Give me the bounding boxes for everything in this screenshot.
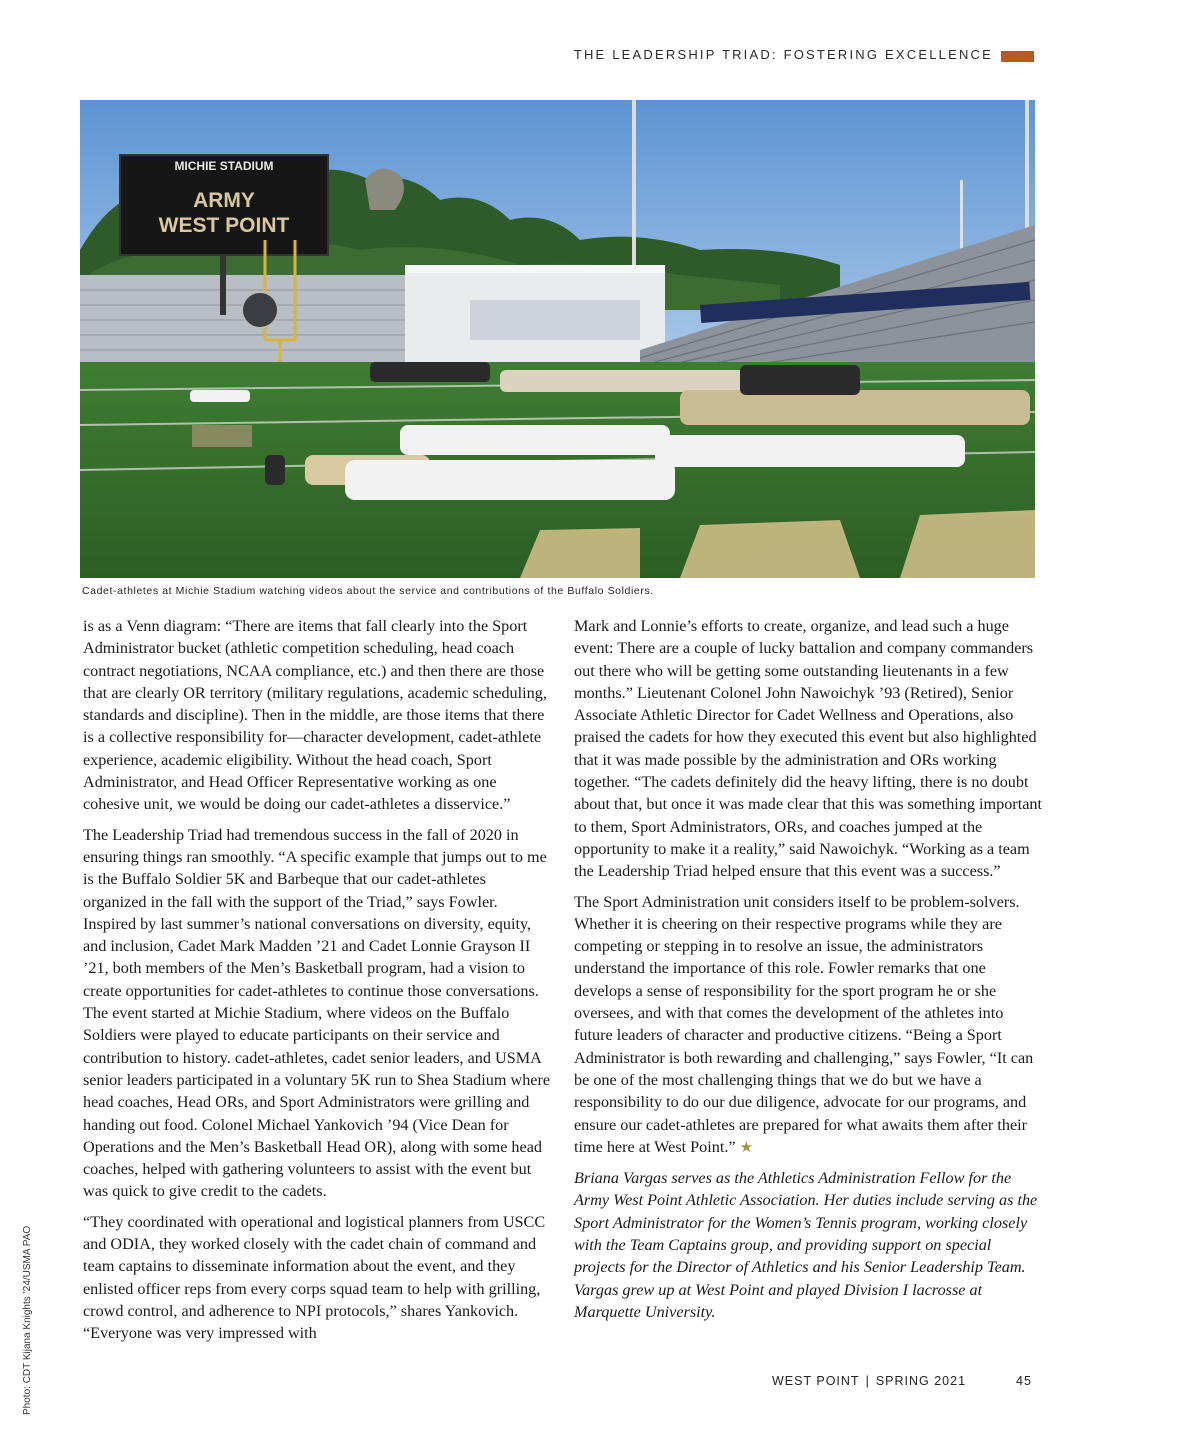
photo-caption: Cadet-athletes at Michie Stadium watching videos about the service and contributions of the Buffalo Soldiers.	[82, 585, 654, 597]
scoreboard-line1: ARMY	[193, 189, 255, 212]
left-paragraph-1: is as a Venn diagram: “There are items that fall clearly into the Sport Administrator bucket (athletic competition scheduling, head coach contract negotiations, NCAA compliance, etc.) and then there are those that are clearly OR territory (military regulations, academic scheduling, standards and discipline). Then in the middle, are those items that there is a collective responsibility for—character development, cadet-athlete experience, academic eligibility. Without the head coach, Sport Administrator, and Head Officer Representative working as one cohesive unit, we would be doing our cadet-athletes a disservice.”	[83, 617, 547, 814]
running-head: THE LEADERSHIP TRIAD: FOSTERING EXCELLENCE	[573, 47, 993, 62]
right-paragraph-2: The Sport Administration unit considers itself to be problem-solvers. Whether it is cheering on their respective programs while they are competing or stepping in to resolve an issue, the administrators understand the importance of this role. Fowler remarks that one develops a sense of responsibility for the sport program he or she oversees, and with that comes the development of the athletes into future leaders of character and productive citizens. “Being a Sport Administrator is both rewarding and challenging,” says Fowler, “It can be one of the most challenging things that we do but we have a responsibility to do our due diligence, advocate for our programs, and ensure our cadet-athletes are prepared for what awaits them after their time here at West Point.”	[574, 892, 1034, 1156]
left-paragraph-3: “They coordinated with operational and logistical planners from USCC and ODIA, they worked closely with the cadet chain of command and team captains to disseminate information about the event, and they enlisted officer reps from every corps squad team to help with grilling, crowd control, and adherence to NPI protocols,” shares Yankovich. “Everyone was very impressed with	[83, 1212, 546, 1343]
stadium-photo	[80, 100, 1035, 578]
photo-credit: Photo: CDT Kijana Knights ’24/USMA PAO	[22, 1225, 33, 1415]
footer	[772, 1374, 966, 1388]
scoreboard-top-text: MICHIE STADIUM	[174, 159, 274, 173]
left-column	[83, 615, 551, 1353]
right-column	[574, 615, 1042, 1331]
footer-issue: SPRING 2021	[875, 1374, 967, 1388]
right-paragraph-2-wrapper	[574, 891, 1042, 1160]
author-bio: Briana Vargas serves as the Athletics Administration Fellow for the Army West Point Athletic Association. Her duties include serving as the Sport Administrator for the Women’s Tennis program, working closely with the Team Captains group, and providing support on special projects for the Director of Athletics and his Senior Leadership Team. Vargas grew up at West Point and played Division I lacrosse at Marquette University.	[574, 1169, 1038, 1321]
running-head-accent-bar	[1001, 51, 1034, 62]
footer-publication: WEST POINT	[772, 1374, 860, 1388]
footer-separator: |	[865, 1374, 870, 1388]
page-number: 45	[1016, 1374, 1032, 1388]
end-mark-star-icon: ★	[739, 1139, 754, 1156]
left-paragraph-2: The Leadership Triad had tremendous success in the fall of 2020 in ensuring things ran smoothly. “A specific example that jumps out to me is the Buffalo Soldier 5K and Barbeque that our cadet-athletes organized in the fall with the support of the Triad,” says Fowler. Inspired by last summer’s national conversations on diversity, equity, and inclusion, Cadet Mark Madden ’21 and Cadet Lonnie Grayson II ’21, both members of the Men’s Basketball program, had a vision to create opportunities for cadet-athletes to continue those conversations. The event started at Michie Stadium, where videos on the Buffalo Soldiers were played to educate participants on their service and contribution to history. cadet-athletes, cadet senior leaders, and USMA senior leaders participated in a voluntary 5K run to Shea Stadium where head coaches, Head ORs, and Sport Administrators were grilling and handing out food. Colonel Michael Yankovich ’94 (Vice Dean for Operations and the Men’s Basketball Head OR), along with some head coaches, helped with gathering volunteers to assist with the event but was quick to give credit to the cadets.	[83, 825, 551, 1201]
scoreboard-line2: WEST POINT	[158, 214, 290, 237]
right-paragraph-1: Mark and Lonnie’s efforts to create, organize, and lead such a huge event: There are a couple of lucky battalion and company commanders out there who will be getting some outstanding lieutenants in a few months.” Lieutenant Colonel John Nawoichyk ’93 (Retired), Senior Associate Athletic Director for Cadet Wellness and Operations, also praised the cadets for how they executed this event but also highlighted that it was made possible by the administration and ORs working together. “The cadets definitely did the heavy lifting, there is no doubt about that, but once it was made clear that this was something important to them, Sport Administrators, ORs, and coaches jumped at the opportunity to make it a reality,” said Nawoichyk. “Working as a team the Leadership Triad helped ensure that this event was a success.”	[574, 617, 1042, 881]
